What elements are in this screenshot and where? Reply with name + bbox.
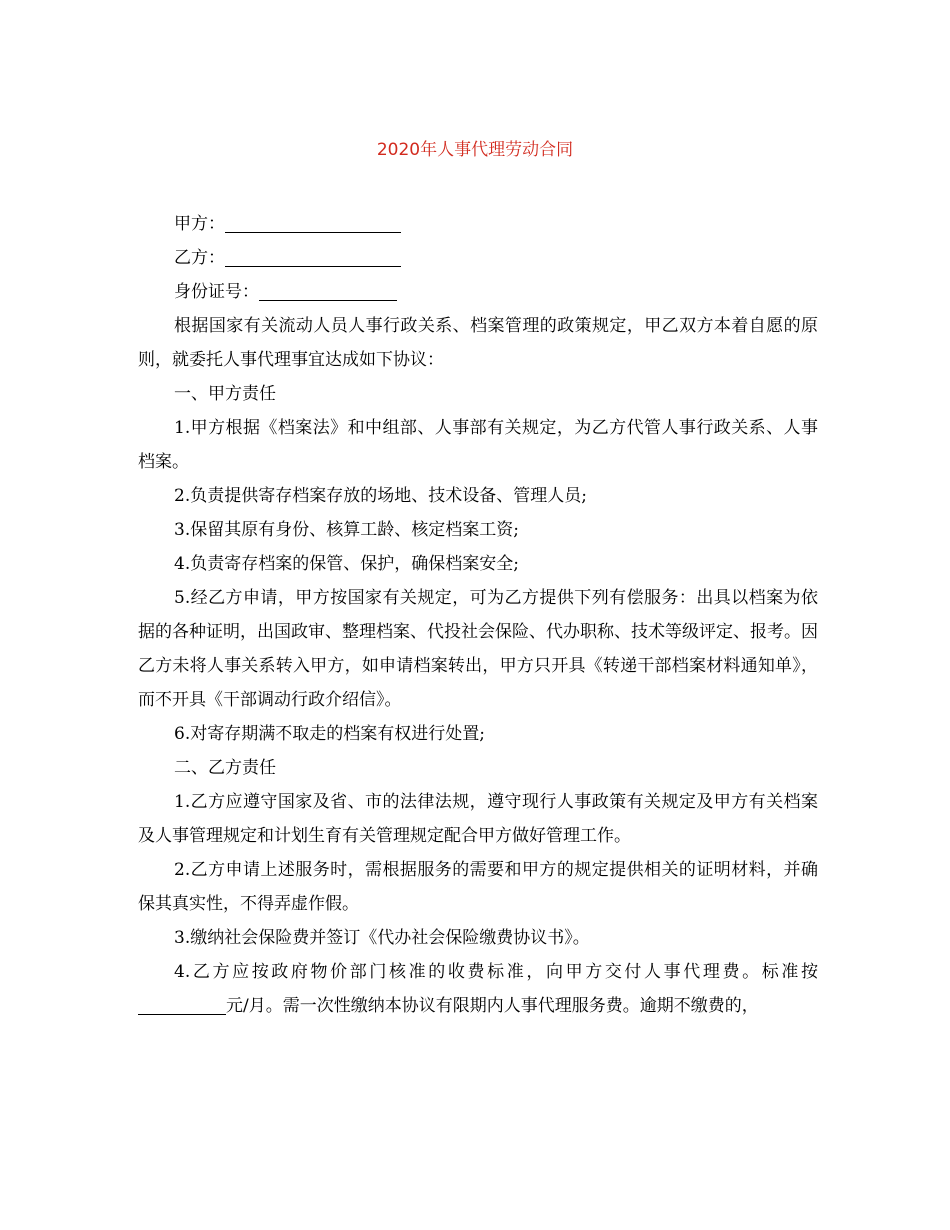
section2-heading: 二、乙方责任 [174,758,276,778]
clause-a4: 4.负责寄存档案的保管、保护，确保档案安全; [174,554,519,574]
id-label: 身份证号： [174,282,259,302]
document-title: 2020年人事代理劳动合同 [376,140,574,160]
clause-a6: 6.对寄存期满不取走的档案有权进行处置; [174,724,485,744]
party-b-line [138,241,818,275]
id-line [138,275,818,309]
clause-b4-end: 元/月。需一次性缴纳本协议有限期内人事代理服务费。逾期不缴费的， [226,996,759,1016]
id-blank [259,280,397,301]
clause-a1: 1.甲方根据《档案法》和中组部、人事部有关规定，为乙方代管人事行政关系、人事档案。 [138,418,818,472]
document-body [138,207,818,1023]
clause-b1: 1.乙方应遵守国家及省、市的法律法规，遵守现行人事政策有关规定及甲方有关档案及人事管理规定和计划生育有关管理规定配合甲方做好管理工作。 [138,792,818,846]
fee-blank [138,994,226,1015]
party-a-line [138,207,818,241]
intro-paragraph: 根据国家有关流动人员人事行政关系、档案管理的政策规定，甲乙双方本着自愿的原则，就委托人事代理事宜达成如下协议： [138,316,818,370]
party-b-blank [225,246,401,267]
clause-b2: 2.乙方申请上述服务时，需根据服务的需要和甲方的规定提供相关的证明材料，并确保其真实性，不得弄虚作假。 [138,860,818,914]
party-b-label: 乙方： [174,248,225,268]
section1-heading: 一、甲方责任 [174,384,276,404]
party-a-blank [225,212,401,233]
clause-a5: 5.经乙方申请，甲方按国家有关规定，可为乙方提供下列有偿服务：出具以档案为依据的各种证明，出国政审、整理档案、代投社会保险、代办职称、技术等级评定、报考。因乙方未将人事关系转入甲方，如申请档案转出，甲方只开具《转递干部档案材料通知单》，而不开具《干部调动行政介绍信》。 [138,588,818,710]
clause-a3: 3.保留其原有身份、核算工龄、核定档案工资; [174,520,519,540]
clause-a2: 2.负责提供寄存档案存放的场地、技术设备、管理人员; [174,486,587,506]
clause-b4 [138,955,818,1023]
clause-b3: 3.缴纳社会保险费并签订《代办社会保险缴费协议书》。 [174,928,590,948]
party-a-label: 甲方： [174,214,225,234]
clause-b4-start: 4.乙方应按政府物价部门核准的收费标准，向甲方交付人事代理费。标准按 [174,962,818,982]
